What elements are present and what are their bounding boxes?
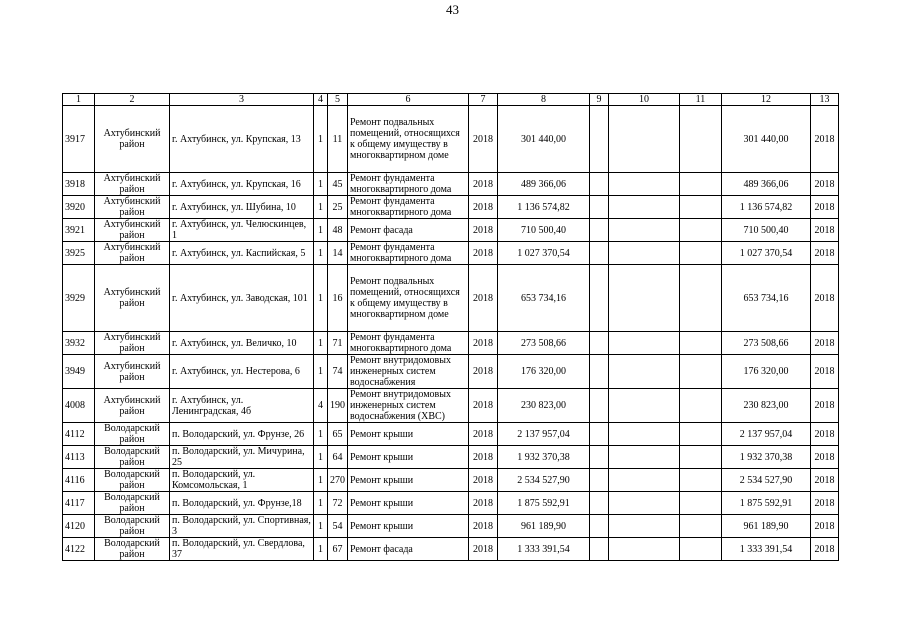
table-row — [63, 219, 839, 242]
column-10-value-cell — [609, 423, 680, 446]
column-4-value-cell: 1 — [314, 173, 328, 196]
total-cost-cell: 1 333 391,54 — [722, 538, 811, 561]
column-11-value-cell — [680, 219, 722, 242]
table-row — [63, 355, 839, 389]
table-row — [63, 492, 839, 515]
column-10-value-cell — [609, 106, 680, 173]
completion-year-cell: 2018 — [811, 389, 839, 423]
completion-year-cell: 2018 — [811, 515, 839, 538]
column-10-value-cell — [609, 355, 680, 389]
year-cell: 2018 — [469, 196, 498, 219]
district-cell: Ахтубинский район — [95, 242, 170, 265]
district-cell: Ахтубинский район — [95, 106, 170, 173]
column-11-value-cell — [680, 515, 722, 538]
column-9-value-cell — [590, 389, 609, 423]
record-number-cell: 4122 — [63, 538, 95, 561]
total-cost-cell: 1 136 574,82 — [722, 196, 811, 219]
completion-year-cell: 2018 — [811, 538, 839, 561]
table-row — [63, 423, 839, 446]
column-number-header: 5 — [328, 94, 348, 106]
completion-year-cell: 2018 — [811, 265, 839, 332]
column-5-value-cell: 71 — [328, 332, 348, 355]
record-number-cell: 4112 — [63, 423, 95, 446]
work-type-cell: Ремонт фундамента многоквартирного дома — [348, 242, 469, 265]
work-type-cell: Ремонт фасада — [348, 219, 469, 242]
column-5-value-cell: 74 — [328, 355, 348, 389]
address-cell: г. Ахтубинск, ул. Ленинградская, 4б — [170, 389, 314, 423]
work-type-cell: Ремонт фундамента многоквартирного дома — [348, 196, 469, 219]
year-cell: 2018 — [469, 469, 498, 492]
column-number-header: 10 — [609, 94, 680, 106]
cost-cell: 1 875 592,91 — [498, 492, 590, 515]
completion-year-cell: 2018 — [811, 332, 839, 355]
district-cell: Ахтубинский район — [95, 196, 170, 219]
work-type-cell: Ремонт крыши — [348, 446, 469, 469]
column-11-value-cell — [680, 106, 722, 173]
column-11-value-cell — [680, 242, 722, 265]
total-cost-cell: 653 734,16 — [722, 265, 811, 332]
column-11-value-cell — [680, 469, 722, 492]
address-cell: г. Ахтубинск, ул. Величко, 10 — [170, 332, 314, 355]
district-cell: Ахтубинский район — [95, 173, 170, 196]
column-9-value-cell — [590, 469, 609, 492]
table-row — [63, 196, 839, 219]
address-cell: г. Ахтубинск, ул. Нестерова, 6 — [170, 355, 314, 389]
table-row — [63, 538, 839, 561]
table-row — [63, 469, 839, 492]
column-number-header: 11 — [680, 94, 722, 106]
work-type-cell: Ремонт крыши — [348, 492, 469, 515]
total-cost-cell: 489 366,06 — [722, 173, 811, 196]
district-cell: Володарский район — [95, 492, 170, 515]
column-number-header: 3 — [170, 94, 314, 106]
column-10-value-cell — [609, 446, 680, 469]
cost-cell: 961 189,90 — [498, 515, 590, 538]
address-cell: г. Ахтубинск, ул. Шубина, 10 — [170, 196, 314, 219]
column-10-value-cell — [609, 469, 680, 492]
total-cost-cell: 273 508,66 — [722, 332, 811, 355]
cost-cell: 176 320,00 — [498, 355, 590, 389]
year-cell: 2018 — [469, 242, 498, 265]
column-5-value-cell: 64 — [328, 446, 348, 469]
record-number-cell: 3921 — [63, 219, 95, 242]
record-number-cell: 3917 — [63, 106, 95, 173]
completion-year-cell: 2018 — [811, 173, 839, 196]
district-cell: Ахтубинский район — [95, 389, 170, 423]
column-number-header: 7 — [469, 94, 498, 106]
column-4-value-cell: 1 — [314, 492, 328, 515]
column-number-header: 12 — [722, 94, 811, 106]
table-row — [63, 242, 839, 265]
column-10-value-cell — [609, 515, 680, 538]
record-number-cell: 3918 — [63, 173, 95, 196]
address-cell: г. Ахтубинск, ул. Крупская, 16 — [170, 173, 314, 196]
column-5-value-cell: 16 — [328, 265, 348, 332]
cost-cell: 1 333 391,54 — [498, 538, 590, 561]
total-cost-cell: 710 500,40 — [722, 219, 811, 242]
column-number-header: 4 — [314, 94, 328, 106]
district-cell: Володарский район — [95, 515, 170, 538]
address-cell: г. Ахтубинск, ул. Крупская, 13 — [170, 106, 314, 173]
column-number-header: 13 — [811, 94, 839, 106]
total-cost-cell: 1 027 370,54 — [722, 242, 811, 265]
year-cell: 2018 — [469, 389, 498, 423]
total-cost-cell: 2 137 957,04 — [722, 423, 811, 446]
column-4-value-cell: 1 — [314, 446, 328, 469]
column-4-value-cell: 1 — [314, 469, 328, 492]
year-cell: 2018 — [469, 446, 498, 469]
column-9-value-cell — [590, 173, 609, 196]
year-cell: 2018 — [469, 265, 498, 332]
record-number-cell: 4116 — [63, 469, 95, 492]
cost-cell: 489 366,06 — [498, 173, 590, 196]
address-cell: п. Володарский, ул. Фрунзе, 26 — [170, 423, 314, 446]
completion-year-cell: 2018 — [811, 492, 839, 515]
completion-year-cell: 2018 — [811, 106, 839, 173]
record-number-cell: 4008 — [63, 389, 95, 423]
column-9-value-cell — [590, 219, 609, 242]
total-cost-cell: 176 320,00 — [722, 355, 811, 389]
repair-program-table — [62, 93, 839, 561]
cost-cell: 2 137 957,04 — [498, 423, 590, 446]
work-type-cell: Ремонт подвальных помещений, относящихся к общему имуществу в многоквартирном доме — [348, 265, 469, 332]
cost-cell: 710 500,40 — [498, 219, 590, 242]
column-5-value-cell: 54 — [328, 515, 348, 538]
cost-cell: 1 027 370,54 — [498, 242, 590, 265]
cost-cell: 2 534 527,90 — [498, 469, 590, 492]
column-4-value-cell: 1 — [314, 538, 328, 561]
year-cell: 2018 — [469, 492, 498, 515]
completion-year-cell: 2018 — [811, 355, 839, 389]
district-cell: Ахтубинский район — [95, 265, 170, 332]
year-cell: 2018 — [469, 423, 498, 446]
column-5-value-cell: 25 — [328, 196, 348, 219]
column-9-value-cell — [590, 538, 609, 561]
column-5-value-cell: 270 — [328, 469, 348, 492]
cost-cell: 653 734,16 — [498, 265, 590, 332]
address-cell: п. Володарский, ул. Мичурина, 25 — [170, 446, 314, 469]
work-type-cell: Ремонт внутридомовых инженерных систем водоснабжения — [348, 355, 469, 389]
district-cell: Ахтубинский район — [95, 355, 170, 389]
completion-year-cell: 2018 — [811, 242, 839, 265]
column-10-value-cell — [609, 265, 680, 332]
column-4-value-cell: 1 — [314, 196, 328, 219]
total-cost-cell: 1 875 592,91 — [722, 492, 811, 515]
column-11-value-cell — [680, 173, 722, 196]
column-10-value-cell — [609, 219, 680, 242]
completion-year-cell: 2018 — [811, 446, 839, 469]
cost-cell: 301 440,00 — [498, 106, 590, 173]
table-row — [63, 265, 839, 332]
column-4-value-cell: 1 — [314, 423, 328, 446]
column-10-value-cell — [609, 389, 680, 423]
column-5-value-cell: 190 — [328, 389, 348, 423]
table-row — [63, 106, 839, 173]
completion-year-cell: 2018 — [811, 196, 839, 219]
total-cost-cell: 301 440,00 — [722, 106, 811, 173]
table-row — [63, 389, 839, 423]
column-9-value-cell — [590, 446, 609, 469]
district-cell: Володарский район — [95, 423, 170, 446]
table-body — [63, 106, 839, 561]
work-type-cell: Ремонт фасада — [348, 538, 469, 561]
record-number-cell: 4117 — [63, 492, 95, 515]
record-number-cell: 3920 — [63, 196, 95, 219]
completion-year-cell: 2018 — [811, 219, 839, 242]
work-type-cell: Ремонт крыши — [348, 515, 469, 538]
column-number-header: 6 — [348, 94, 469, 106]
address-cell: п. Володарский, ул. Комсомольская, 1 — [170, 469, 314, 492]
column-11-value-cell — [680, 389, 722, 423]
address-cell: п. Володарский, ул. Свердлова, 37 — [170, 538, 314, 561]
year-cell: 2018 — [469, 332, 498, 355]
completion-year-cell: 2018 — [811, 469, 839, 492]
cost-cell: 230 823,00 — [498, 389, 590, 423]
address-cell: п. Володарский, ул. Фрунзе,18 — [170, 492, 314, 515]
column-4-value-cell: 1 — [314, 242, 328, 265]
column-9-value-cell — [590, 332, 609, 355]
column-9-value-cell — [590, 492, 609, 515]
work-type-cell: Ремонт крыши — [348, 423, 469, 446]
address-cell: г. Ахтубинск, ул. Челюскинцев, 1 — [170, 219, 314, 242]
column-10-value-cell — [609, 538, 680, 561]
column-11-value-cell — [680, 332, 722, 355]
column-10-value-cell — [609, 242, 680, 265]
column-11-value-cell — [680, 492, 722, 515]
year-cell: 2018 — [469, 219, 498, 242]
record-number-cell: 3932 — [63, 332, 95, 355]
column-4-value-cell: 1 — [314, 355, 328, 389]
year-cell: 2018 — [469, 538, 498, 561]
column-11-value-cell — [680, 196, 722, 219]
column-11-value-cell — [680, 355, 722, 389]
year-cell: 2018 — [469, 106, 498, 173]
year-cell: 2018 — [469, 355, 498, 389]
column-9-value-cell — [590, 355, 609, 389]
completion-year-cell: 2018 — [811, 423, 839, 446]
column-10-value-cell — [609, 492, 680, 515]
column-9-value-cell — [590, 196, 609, 219]
column-11-value-cell — [680, 265, 722, 332]
column-number-header: 2 — [95, 94, 170, 106]
column-11-value-cell — [680, 538, 722, 561]
work-type-cell: Ремонт фундамента многоквартирного дома — [348, 332, 469, 355]
district-cell: Володарский район — [95, 446, 170, 469]
record-number-cell: 3949 — [63, 355, 95, 389]
district-cell: Володарский район — [95, 538, 170, 561]
district-cell: Володарский район — [95, 469, 170, 492]
work-type-cell: Ремонт фундамента многоквартирного дома — [348, 173, 469, 196]
work-type-cell: Ремонт крыши — [348, 469, 469, 492]
column-4-value-cell: 1 — [314, 265, 328, 332]
table-row — [63, 173, 839, 196]
district-cell: Ахтубинский район — [95, 332, 170, 355]
address-cell: г. Ахтубинск, ул. Каспийская, 5 — [170, 242, 314, 265]
total-cost-cell: 230 823,00 — [722, 389, 811, 423]
cost-cell: 273 508,66 — [498, 332, 590, 355]
column-11-value-cell — [680, 446, 722, 469]
column-10-value-cell — [609, 332, 680, 355]
address-cell: г. Ахтубинск, ул. Заводская, 101 — [170, 265, 314, 332]
column-number-header: 8 — [498, 94, 590, 106]
column-5-value-cell: 65 — [328, 423, 348, 446]
column-5-value-cell: 48 — [328, 219, 348, 242]
year-cell: 2018 — [469, 515, 498, 538]
total-cost-cell: 2 534 527,90 — [722, 469, 811, 492]
district-cell: Ахтубинский район — [95, 219, 170, 242]
table-row — [63, 332, 839, 355]
column-9-value-cell — [590, 265, 609, 332]
work-type-cell: Ремонт внутридомовых инженерных систем водоснабжения (ХВС) — [348, 389, 469, 423]
column-5-value-cell: 67 — [328, 538, 348, 561]
record-number-cell: 3925 — [63, 242, 95, 265]
column-5-value-cell: 14 — [328, 242, 348, 265]
record-number-cell: 4113 — [63, 446, 95, 469]
column-9-value-cell — [590, 242, 609, 265]
column-5-value-cell: 45 — [328, 173, 348, 196]
total-cost-cell: 961 189,90 — [722, 515, 811, 538]
year-cell: 2018 — [469, 173, 498, 196]
column-11-value-cell — [680, 423, 722, 446]
column-4-value-cell: 1 — [314, 332, 328, 355]
column-9-value-cell — [590, 423, 609, 446]
page-number: 43 — [446, 2, 459, 17]
total-cost-cell: 1 932 370,38 — [722, 446, 811, 469]
cost-cell: 1 136 574,82 — [498, 196, 590, 219]
column-5-value-cell: 11 — [328, 106, 348, 173]
column-4-value-cell: 1 — [314, 106, 328, 173]
work-type-cell: Ремонт подвальных помещений, относящихся к общему имуществу в многоквартирном доме — [348, 106, 469, 173]
column-number-header: 1 — [63, 94, 95, 106]
column-4-value-cell: 1 — [314, 219, 328, 242]
record-number-cell: 3929 — [63, 265, 95, 332]
column-4-value-cell: 1 — [314, 515, 328, 538]
table-row — [63, 446, 839, 469]
column-number-row — [63, 94, 839, 106]
column-10-value-cell — [609, 173, 680, 196]
column-4-value-cell: 4 — [314, 389, 328, 423]
column-number-header: 9 — [590, 94, 609, 106]
column-9-value-cell — [590, 515, 609, 538]
table-row — [63, 515, 839, 538]
cost-cell: 1 932 370,38 — [498, 446, 590, 469]
column-10-value-cell — [609, 196, 680, 219]
record-number-cell: 4120 — [63, 515, 95, 538]
column-5-value-cell: 72 — [328, 492, 348, 515]
column-9-value-cell — [590, 106, 609, 173]
address-cell: п. Володарский, ул. Спортивная, 3 — [170, 515, 314, 538]
